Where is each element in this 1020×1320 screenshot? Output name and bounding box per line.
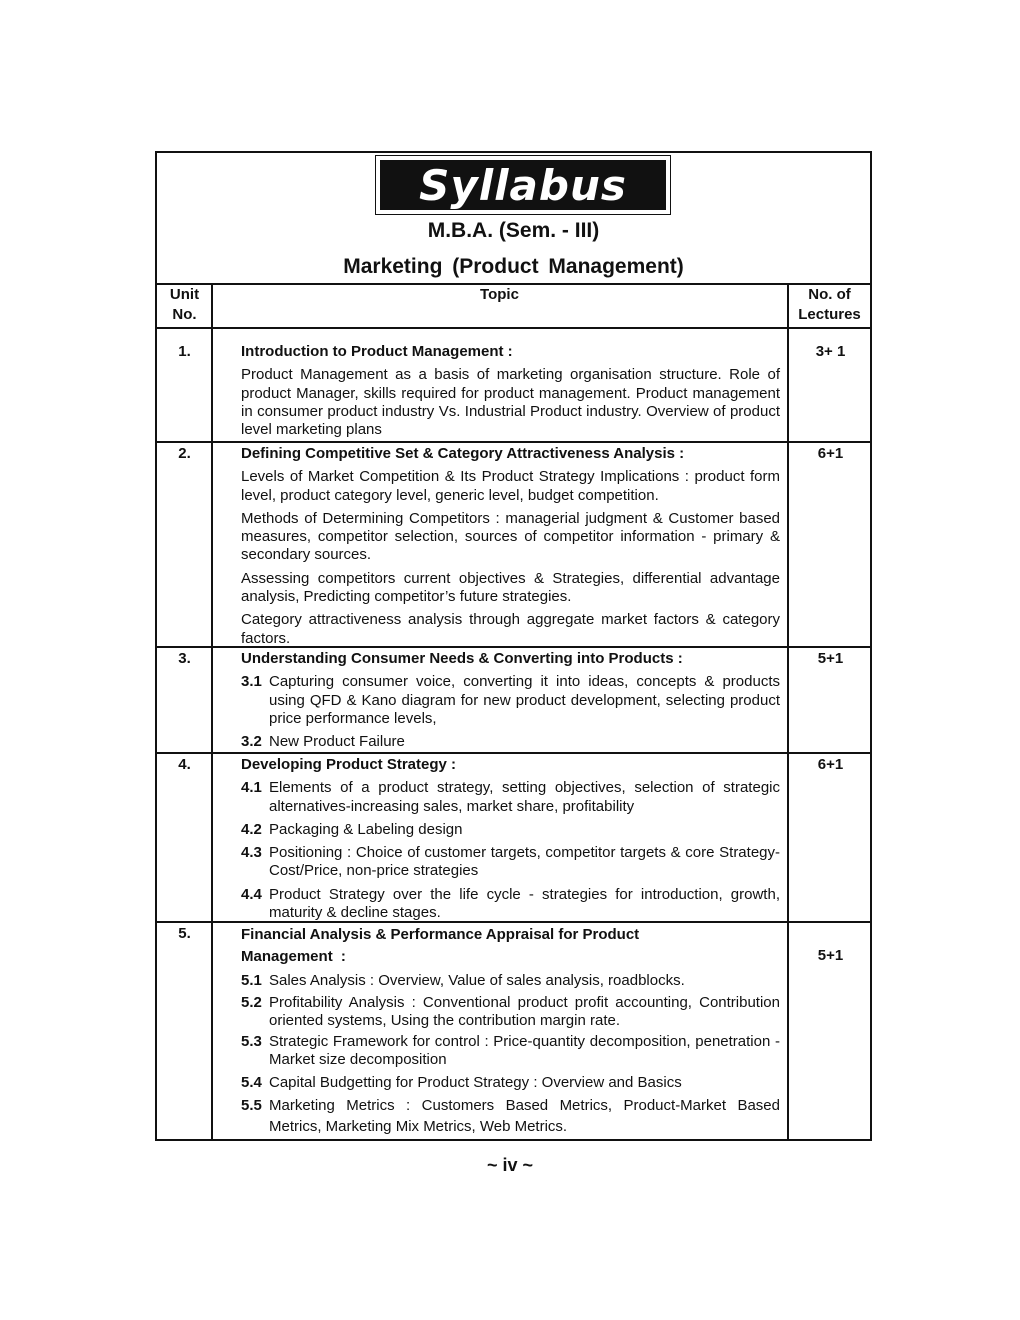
unit-paragraph: Assessing competitors current objectives & Strategies, differential advantage analysis, Predicting competitor’s future strategies. (241, 569, 780, 606)
sub-item-text: Elements of a product strategy, setting objectives, selection of strategic alternatives-increasing sales, market share, profitability (269, 779, 780, 815)
sub-item-text: Strategic Framework for control : Price-quantity decomposition, penetration - Market size decomposition (269, 1033, 780, 1069)
sub-item (241, 886, 780, 923)
unit-number: 1. (178, 343, 191, 360)
unit-row-3 (157, 648, 870, 754)
unit-paragraph: Methods of Determining Competitors : managerial judgment & Customer based measures, competitor selection, sources of competitor information - primary & secondary sources. (241, 509, 780, 564)
unit-topic (241, 445, 780, 653)
sub-item-number: 5.3 (241, 1033, 262, 1051)
sub-item (241, 1073, 780, 1093)
unit-topic (241, 756, 780, 927)
lecture-count: 3+ 1 (815, 343, 846, 360)
syllabus-header (157, 153, 870, 285)
sub-item (241, 733, 780, 751)
lecture-count: 5+1 (817, 947, 844, 964)
unit-row-4 (157, 754, 870, 923)
unit-paragraph: Levels of Market Competition & Its Product Strategy Implications : product form level, product category level, generic level, budget competition. (241, 468, 780, 504)
subject-title: Marketing (Product Management) (343, 255, 684, 278)
sub-item-text: Product Strategy over the life cycle - strategies for introduction, growth, maturity & decline stages. (269, 885, 780, 922)
sub-item-text: Capital Budgetting for Product Strategy : Overview and Basics (269, 1073, 682, 1091)
unit-number: 3. (178, 650, 191, 667)
unit-title: Introduction to Product Management : (241, 343, 513, 360)
unit-number: 4. (178, 756, 191, 773)
unit-paragraph: Product Management as a basis of marketing organisation structure. Role of product Manager, skills required for product management. Product management in consumer product industry Vs. Industrial Product industry. Overview of product level marketing plans (241, 366, 780, 439)
sub-item-number: 4.2 (241, 820, 262, 838)
unit-title: Understanding Consumer Needs & Converting into Products : (241, 650, 683, 667)
sub-item-number: 5.2 (241, 993, 262, 1011)
sub-item-number: 5.1 (241, 972, 262, 989)
sub-item (241, 844, 780, 881)
sub-item-number: 5.5 (241, 1097, 262, 1115)
sub-item (241, 1095, 780, 1137)
sub-item-text: New Product Failure (269, 733, 405, 751)
unit-title-continued: Management : (241, 947, 346, 965)
sub-item-text: Sales Analysis : Overview, Value of sales analysis, roadblocks. (269, 972, 685, 989)
unit-title: Developing Product Strategy : (241, 756, 457, 773)
sub-item-number: 4.4 (241, 885, 262, 903)
unit-title: Financial Analysis & Performance Appraisal for Product (241, 926, 640, 943)
syllabus-logo (375, 155, 671, 215)
column-header-topic: Topic (212, 283, 787, 329)
unit-row-5 (157, 923, 870, 1139)
column-header-lectures: No. of Lectures (787, 283, 872, 329)
syllabus-logo-text: Syllabus (380, 160, 666, 210)
lecture-count: 6+1 (817, 756, 844, 773)
sub-item-number: 3.2 (241, 733, 262, 751)
sub-item-number: 5.4 (241, 1073, 262, 1091)
sub-item-text: Profitability Analysis : Conventional product profit accounting, Contribution oriented systems, Using the contribution margin rate. (269, 993, 780, 1029)
unit-title: Defining Competitive Set & Category Attractiveness Analysis : (241, 445, 685, 462)
column-header-unit-label: Unit No. (169, 286, 200, 323)
sub-item-number: 4.1 (241, 779, 262, 797)
unit-paragraph: Category attractiveness analysis through aggregate market factors & category factors. (241, 611, 780, 647)
sub-item-number: 3.1 (241, 673, 262, 691)
column-header-unit (157, 283, 212, 329)
unit-topic (241, 343, 780, 444)
sub-item-text: Packaging & Labeling design (269, 820, 463, 838)
unit-topic (241, 925, 780, 1142)
sub-item (241, 673, 780, 728)
sub-item (241, 779, 780, 816)
unit-row-2 (157, 443, 870, 648)
unit-number: 5. (178, 925, 191, 942)
sub-item (241, 821, 780, 839)
sub-item-number: 4.3 (241, 844, 262, 862)
unit-row-1 (157, 329, 870, 443)
sub-item (241, 1033, 780, 1070)
lecture-count: 5+1 (817, 650, 844, 667)
page-number: ~ iv ~ (486, 1155, 534, 1175)
sub-item-text: Capturing consumer voice, converting it into ideas, concepts & products using QFD & Kano diagram for new product development, selecting product price performance levels, (269, 673, 780, 727)
unit-topic (241, 650, 780, 756)
syllabus-table (155, 151, 872, 1141)
course-title: M.B.A. (Sem. - III) (427, 219, 600, 242)
sub-item-text: Positioning : Choice of customer targets, competitor targets & core Strategy-Cost/Price, non-price strategies (269, 844, 780, 880)
lecture-count: 6+1 (817, 445, 844, 462)
sub-item (241, 994, 780, 1031)
unit-number: 2. (178, 445, 191, 462)
sub-item (241, 971, 780, 991)
sub-item-text: Marketing Metrics : Customers Based Metrics, Product-Market Based Metrics, Marketing Mix Metrics, Web Metrics. (269, 1097, 780, 1136)
